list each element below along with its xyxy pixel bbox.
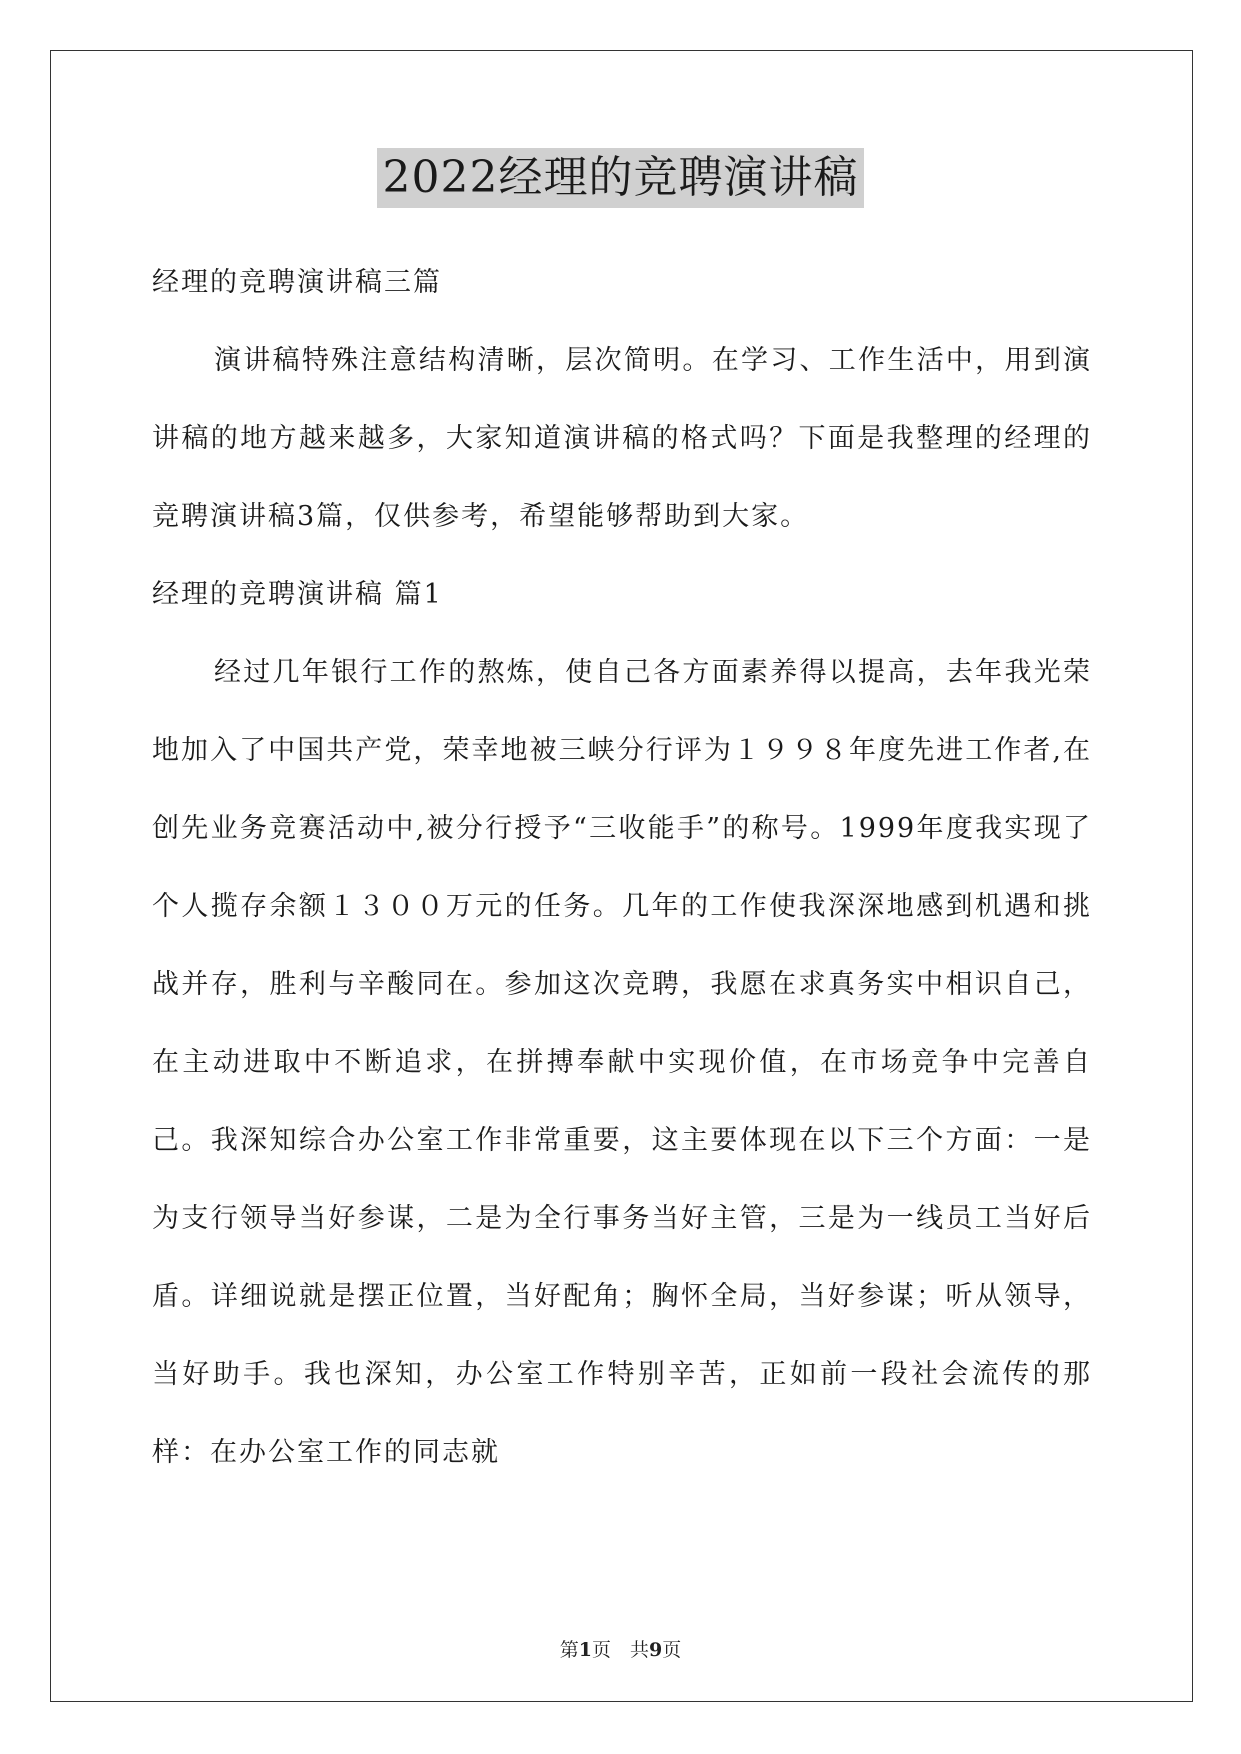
page-footer: [0, 1635, 1241, 1662]
document-body: [152, 244, 1092, 1492]
page-mid: 页 共: [591, 1639, 649, 1661]
current-page-number: 1: [578, 1639, 592, 1661]
page-suffix: 页: [662, 1639, 682, 1661]
intro-paragraph: 演讲稿特殊注意结构清晰，层次简明。在学习、工作生活中，用到演讲稿的地方越来越多，大家知道演讲稿的格式吗？下面是我整理的经理的竞聘演讲稿3篇，仅供参考，希望能够帮助到大家。: [152, 345, 1092, 532]
section-body-paragraph: 经过几年银行工作的熬炼，使自己各方面素养得以提高，去年我光荣地加入了中国共产党，荣幸地被三峡分行评为１９９８年度先进工作者,在创先业务竞赛活动中,被分行授予“三收能手”的称号。1999年度我实现了个人揽存余额１３００万元的任务。几年的工作使我深深地感到机遇和挑战并存，胜利与辛酸同在。参加这次竞聘，我愿在求真务实中相识自己，在主动进取中不断追求，在拼搏奉献中实现价值，在市场竞争中完善自己。我深知综合办公室工作非常重要，这主要体现在以下三个方面：一是为支行领导当好参谋，二是为全行事务当好主管，三是为一线员工当好后盾。详细说就是摆正位置，当好配角；胸怀全局，当好参谋；听从领导，当好助手。我也深知，办公室工作特别辛苦，正如前一段社会流传的那样：在办公室工作的同志就: [152, 657, 1092, 1468]
page-prefix: 第: [559, 1639, 579, 1661]
document-subtitle: 经理的竞聘演讲稿三篇: [152, 267, 442, 298]
section-heading: 经理的竞聘演讲稿 篇1: [152, 579, 443, 610]
document-title: 2022经理的竞聘演讲稿: [377, 148, 865, 208]
total-page-number: 9: [649, 1639, 663, 1661]
document-title-block: [0, 148, 1241, 208]
